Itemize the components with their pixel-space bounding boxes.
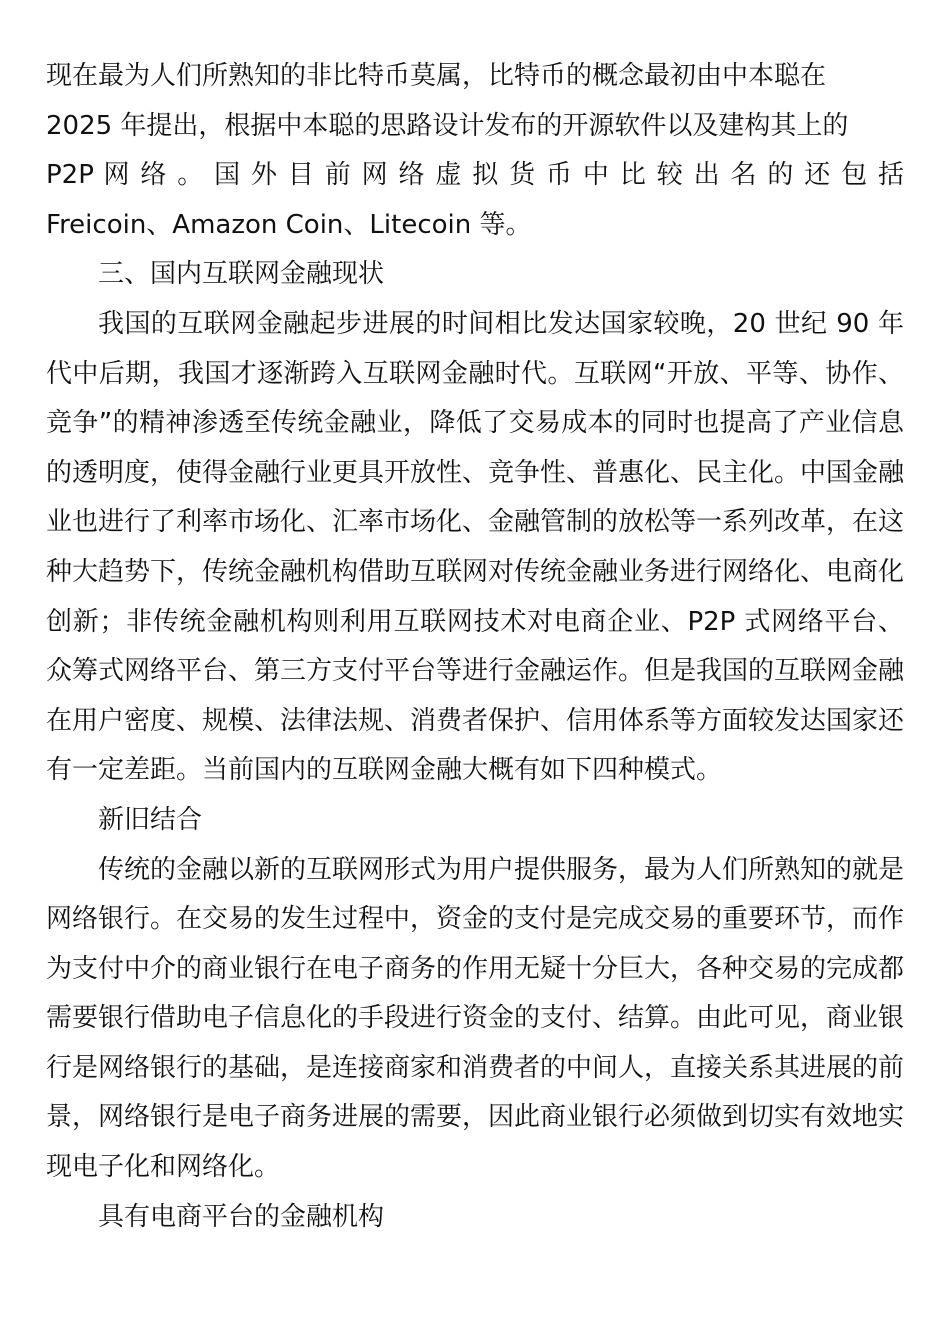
paragraph-bitcoin-intro: [46, 52, 904, 250]
paragraph-online-banking: 传统的金融以新的互联网形式为用户提供服务，最为人们所熟知的就是网络银行。在交易的发生过程中，资金的支付是完成交易的重要环节，而作为支付中介的商业银行在电子商务的作用无疑十分巨大，各种交易的完成都需要银行借助电子信息化的手段进行资金的支付、结算。由此可见，商业银行是网络银行的基础，是连接商家和消费者的中间人，直接关系其进展的前景，网络银行是电子商务进展的需要，因此商业银行必须做到切实有效地实现电子化和网络化。: [46, 854, 905, 1183]
paragraph-domestic-status: 我国的互联网金融起步进展的时间相比发达国家较晚，20 世纪 90 年代中后期，我国才逐渐跨入互联网金融时代。互联网“开放、平等、协作、竞争”的精神渗透至传统金融业，降低了交易成本的同时也提高了产业信息的透明度，使得金融行业更具开放性、竞争性、普惠化、民主化。中国金融业也进行了利率市场化、汇率市场化、金融管制的放松等一系列改革，在这种大趋势下，传统金融机构借助互联网对传统金融业务进行网络化、电商化创新；非传统金融机构则利用互联网技术对电商企业、P2P 式网络平台、众筹式网络平台、第三方支付平台等进行金融运作。但是我国的互联网金融在用户密度、规模、法律法规、消费者保护、信用体系等方面较发达国家还有一定差距。当前国内的互联网金融大概有如下四种模式。: [46, 308, 905, 786]
paragraph-line: 2025 年提出，根据中本聪的思路设计发布的开源软件以及建构其上的: [46, 110, 849, 141]
paragraph-line: 现在最为人们所熟知的非比特币莫属，比特币的概念最初由中本聪在: [46, 61, 827, 91]
subheading-ecommerce-financial-institutions: 具有电商平台的金融机构: [98, 1201, 385, 1232]
document-page: [46, 52, 904, 1242]
paragraph-line: P2P 网 络 。 国 外 目 前 网 络 虚 拟 货 币 中 比 较 出 名 的 还 包 括: [46, 160, 904, 191]
section-heading-domestic-status: 三、国内互联网金融现状: [98, 259, 385, 290]
paragraph-line: Freicoin、Amazon Coin、Litecoin 等。: [46, 209, 532, 240]
subheading-old-new-combination: 新旧结合: [98, 804, 203, 835]
